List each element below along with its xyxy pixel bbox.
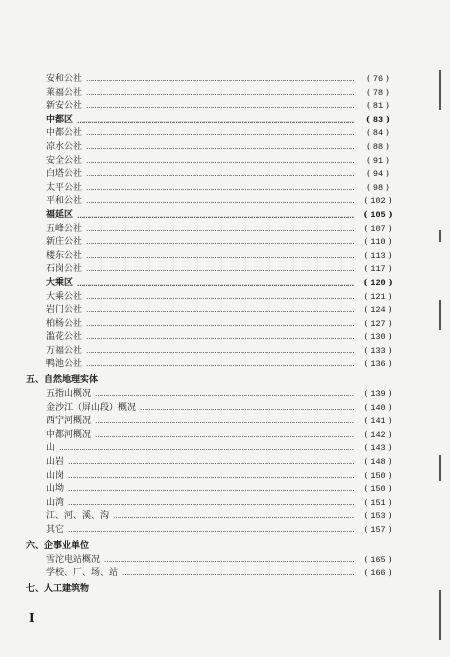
toc-entry-label: 万福公社 [46, 345, 83, 356]
toc-page-number: ( 166 ) [364, 568, 392, 579]
dot-leader [59, 442, 354, 456]
toc-page-number: ( 153 ) [364, 511, 392, 522]
page-value: 88 [372, 141, 384, 152]
toc-entry-label: 新庄公社 [46, 237, 83, 248]
toc-entry [26, 223, 398, 237]
toc-page-number: ( 140 ) [364, 402, 392, 413]
toc-entry-label: 其它 [46, 525, 65, 535]
toc-page-number: ( 110 ) [364, 237, 392, 248]
toc-entry [26, 277, 398, 291]
dot-leader [86, 304, 354, 318]
page-value: 84 [372, 128, 384, 139]
toc-entry [26, 73, 398, 87]
dot-leader [77, 114, 354, 128]
toc-page-number: ( 141 ) [364, 416, 392, 427]
toc-entry [26, 209, 398, 223]
dot-leader [86, 127, 354, 141]
dot-leader [95, 388, 354, 402]
dot-leader [86, 87, 354, 101]
page-value: 141 [370, 416, 386, 427]
toc-entry-label: 山坳 [46, 484, 65, 495]
toc-entry [26, 236, 398, 250]
toc-entry-label: 新安公社 [46, 101, 83, 112]
toc-entry-label: 西宁河概况 [46, 416, 92, 427]
toc-page-number: ( 78 ) [366, 87, 390, 98]
toc-page-number: ( 165 ) [364, 554, 392, 565]
dot-leader [95, 429, 354, 443]
page-value: 105 [370, 209, 386, 220]
toc-page-number: ( 107 ) [364, 223, 392, 234]
toc-entry-label: 石岗公社 [46, 264, 83, 275]
toc-page-number: ( 117 ) [364, 264, 392, 275]
toc-entry [26, 168, 398, 182]
toc-entry [26, 195, 398, 209]
toc-entry [26, 483, 398, 497]
dot-leader [77, 209, 354, 223]
toc-entry [26, 554, 398, 568]
toc-entry-label: 中都公社 [46, 128, 83, 139]
page-value: 124 [370, 305, 386, 316]
toc-entry [26, 114, 398, 128]
toc-entry-label: 鸭池公社 [46, 359, 83, 370]
toc-page-number: ( 105 ) [363, 209, 393, 220]
toc-page-number: ( 113 ) [364, 250, 392, 261]
toc-entry-label: 金沙江（屏山段）概况 [46, 402, 137, 413]
dot-leader [86, 263, 354, 277]
dot-leader [86, 250, 354, 264]
page-value: 133 [370, 345, 386, 356]
page-value: 98 [372, 182, 384, 193]
page-value: 94 [372, 169, 384, 180]
toc-entry [26, 358, 398, 372]
toc-entry [26, 100, 398, 114]
toc-entry-label: 中都区 [46, 114, 74, 125]
scan-edge-artifact [436, 0, 444, 657]
toc-entry-label: 安和公社 [46, 74, 83, 84]
dot-leader [104, 554, 354, 568]
dot-leader [122, 567, 354, 581]
toc-page-number: ( 83 ) [365, 114, 391, 125]
toc-section-heading [26, 581, 398, 597]
toc-entry-label: 五、自然地理实体 [26, 375, 99, 386]
toc-page-number: ( 136 ) [364, 359, 392, 370]
toc-entry [26, 345, 398, 359]
toc-entry-label: 福延区 [46, 209, 74, 220]
toc-entry [26, 415, 398, 429]
page-value: 142 [370, 429, 386, 440]
toc-entry [26, 470, 398, 484]
toc-page-number: ( 127 ) [364, 318, 392, 329]
dot-leader [86, 182, 354, 196]
page-value: 151 [370, 497, 386, 508]
dot-leader [95, 415, 354, 429]
toc-entry [26, 510, 398, 524]
toc-entry-label: 山 [46, 443, 56, 454]
toc-entry [26, 497, 398, 511]
toc-entry [26, 429, 398, 443]
toc-page-number: ( 150 ) [364, 470, 392, 481]
toc-page-number: ( 143 ) [364, 443, 392, 454]
dot-leader [86, 155, 354, 169]
dot-leader [86, 331, 354, 345]
dot-leader [86, 318, 354, 332]
toc-entry-label: 中都河概况 [46, 429, 92, 440]
toc-page-number: ( 124 ) [364, 305, 392, 316]
page-value: 140 [370, 402, 386, 413]
toc-entry-label: 安全公社 [46, 155, 83, 166]
dot-leader [86, 168, 354, 182]
toc-entry-label: 江、河、溪、沟 [46, 511, 110, 522]
toc-entry-label: 柏杨公社 [46, 318, 83, 329]
toc-entry-label: 山岗 [46, 470, 65, 481]
toc-page-number: ( 157 ) [364, 525, 392, 535]
page-value: 130 [370, 332, 386, 343]
toc-entry [26, 318, 398, 332]
page-value: 113 [370, 250, 386, 261]
page-value: 165 [370, 554, 386, 565]
page-value: 150 [370, 484, 386, 495]
page-value: 150 [370, 470, 386, 481]
toc-entry [26, 388, 398, 402]
toc-entry-label: 五峰公社 [46, 223, 83, 234]
dot-leader [86, 141, 354, 155]
toc-entry [26, 263, 398, 277]
dot-leader [68, 483, 354, 497]
dot-leader [68, 524, 354, 538]
toc-page-number: ( 130 ) [364, 332, 392, 343]
toc-entry [26, 250, 398, 264]
dot-leader [77, 277, 354, 291]
toc-entry-label: 大乘区 [46, 277, 74, 288]
toc-entry [26, 456, 398, 470]
toc-page-number: ( 98 ) [366, 182, 390, 193]
toc-entry-label: 楼东公社 [46, 250, 83, 261]
toc-entry-label: 七、人工建筑物 [26, 583, 90, 594]
page-number-mark: I [29, 611, 35, 625]
toc-entry [26, 524, 398, 538]
toc-entry [26, 442, 398, 456]
dot-leader [86, 223, 354, 237]
dot-leader [68, 497, 354, 511]
toc-entry [26, 304, 398, 318]
toc-entry-label: 凉水公社 [46, 141, 83, 152]
toc-page-number: ( 150 ) [364, 484, 392, 495]
toc-entry-label: 莱福公社 [46, 87, 83, 98]
toc-entry [26, 331, 398, 345]
toc-section-heading [26, 538, 398, 554]
page-value: 117 [370, 264, 386, 275]
dot-leader [86, 195, 354, 209]
dot-leader [86, 236, 354, 250]
toc-page-number: ( 139 ) [364, 389, 392, 400]
page-value: 136 [370, 359, 386, 370]
toc-page-number: ( 133 ) [364, 345, 392, 356]
toc-page-number: ( 94 ) [366, 169, 390, 180]
page-value: 153 [370, 511, 386, 522]
dot-leader [86, 358, 354, 372]
page-value: 78 [372, 87, 384, 98]
toc-entry-label: 太平公社 [46, 182, 83, 193]
page-value: 83 [372, 114, 384, 125]
dot-leader [68, 470, 354, 484]
toc-entry-label: 山湾 [46, 497, 65, 508]
dot-leader [140, 402, 354, 416]
toc-entry [26, 291, 398, 305]
toc-page-number: ( 142 ) [364, 429, 392, 440]
toc-entry [26, 141, 398, 155]
dot-leader [113, 510, 354, 524]
toc-page-number: ( 120 ) [363, 277, 393, 288]
dot-leader [86, 291, 354, 305]
toc-entry [26, 155, 398, 169]
page-value: 120 [370, 277, 386, 288]
page-value: 91 [372, 155, 384, 166]
page-value: 166 [370, 568, 386, 579]
page-value: 143 [370, 443, 386, 454]
toc-entry-label: 雪沱电站概况 [46, 554, 101, 565]
page-value: 76 [372, 74, 384, 84]
page-value: 157 [370, 525, 386, 535]
dot-leader [68, 456, 354, 470]
page-value: 148 [370, 457, 386, 468]
toc-entry [26, 87, 398, 101]
page-value: 107 [370, 223, 386, 234]
toc-entry-label: 大乘公社 [46, 291, 83, 302]
dot-leader [86, 73, 354, 87]
toc-entry-label: 岩门公社 [46, 305, 83, 316]
dot-leader [86, 345, 354, 359]
toc-entry [26, 402, 398, 416]
dot-leader [86, 100, 354, 114]
toc-page-number: ( 84 ) [366, 128, 390, 139]
toc-entry-label: 白塔公社 [46, 169, 83, 180]
toc-page-number: ( 81 ) [366, 101, 390, 112]
page-value: 127 [370, 318, 386, 329]
toc-entry-label: 六、企事业单位 [26, 540, 90, 551]
page-value: 102 [370, 196, 386, 207]
toc-page-number: ( 121 ) [364, 291, 392, 302]
toc-page-number: ( 88 ) [366, 141, 390, 152]
toc-entry-label: 山岩 [46, 457, 65, 468]
toc-page-number: ( 76 ) [366, 74, 390, 84]
toc-entry [26, 127, 398, 141]
toc-page-number: ( 151 ) [364, 497, 392, 508]
toc-entry [26, 567, 398, 581]
table-of-contents [26, 73, 398, 597]
toc-entry-label: 五指山概况 [46, 389, 92, 400]
toc-entry-label: 滥花公社 [46, 332, 83, 343]
page-value: 139 [370, 389, 386, 400]
toc-entry-label: 平和公社 [46, 196, 83, 207]
page-value: 121 [370, 291, 386, 302]
toc-page-number: ( 102 ) [364, 196, 392, 207]
page-value: 81 [372, 101, 384, 112]
page-value: 110 [370, 237, 386, 248]
toc-section-heading [26, 372, 398, 388]
toc-page-number: ( 148 ) [364, 457, 392, 468]
toc-entry [26, 182, 398, 196]
toc-page-number: ( 91 ) [366, 155, 390, 166]
toc-entry-label: 学校、厂、场、站 [46, 568, 119, 579]
